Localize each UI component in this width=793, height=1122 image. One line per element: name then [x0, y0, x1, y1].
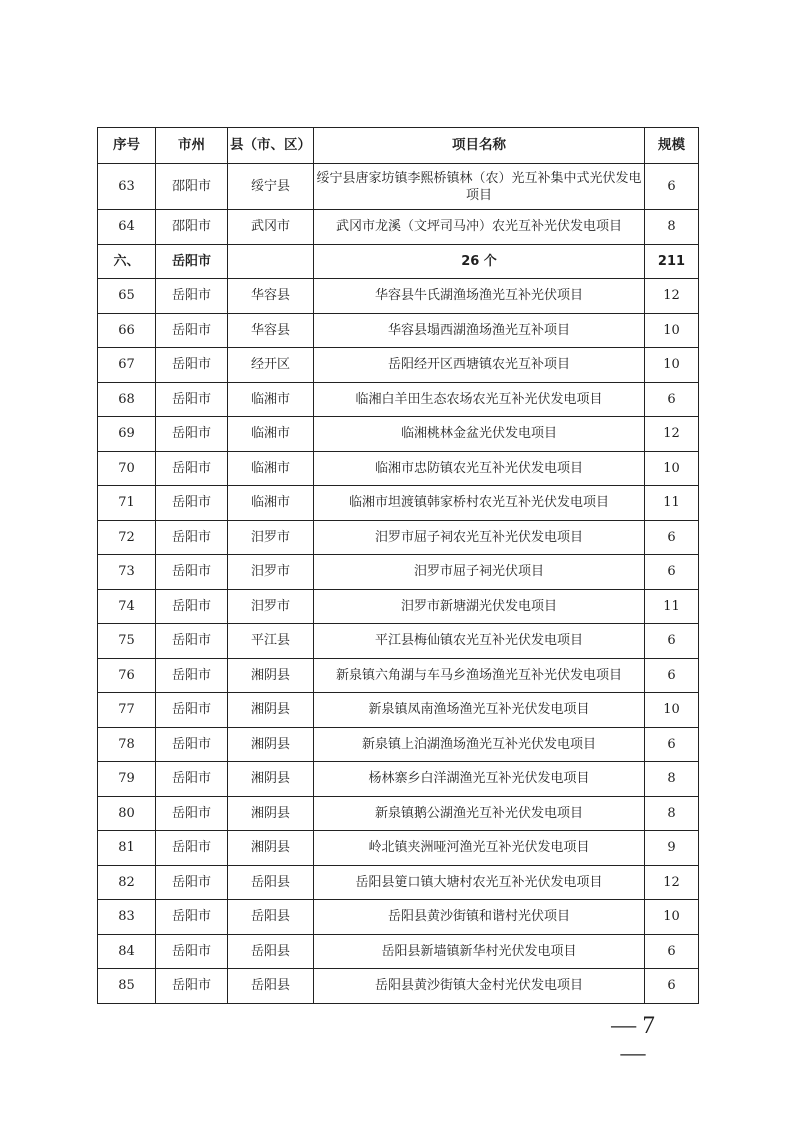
- row-no: 六、: [98, 244, 156, 279]
- row-scale: 12: [645, 279, 699, 314]
- row-scale: 6: [645, 624, 699, 659]
- row-scale: 211: [645, 244, 699, 279]
- row-no: 80: [98, 796, 156, 831]
- row-county: 湘阴县: [228, 796, 314, 831]
- row-city: 邵阳市: [156, 164, 228, 210]
- row-project-name: 岭北镇夹洲哑河渔光互补光伏发电项目: [314, 831, 645, 866]
- row-project-name: 临湘市忠防镇农光互补光伏发电项目: [314, 451, 645, 486]
- row-project-name: 临湘白羊田生态农场农光互补光伏发电项目: [314, 382, 645, 417]
- row-scale: 10: [645, 313, 699, 348]
- row-city: 岳阳市: [156, 934, 228, 969]
- row-no: 77: [98, 693, 156, 728]
- row-scale: 8: [645, 796, 699, 831]
- row-project-name: 新泉镇凤南渔场渔光互补光伏发电项目: [314, 693, 645, 728]
- row-scale: 12: [645, 865, 699, 900]
- row-county: 汨罗市: [228, 555, 314, 590]
- row-no: 73: [98, 555, 156, 590]
- page-number: — 7 —: [611, 1012, 655, 1067]
- table-row: [98, 658, 699, 693]
- row-scale: 6: [645, 555, 699, 590]
- row-project-name: 新泉镇鹅公湖渔光互补光伏发电项目: [314, 796, 645, 831]
- row-county: 武冈市: [228, 210, 314, 245]
- row-no: 65: [98, 279, 156, 314]
- row-county: 绥宁县: [228, 164, 314, 210]
- table-row: [98, 279, 699, 314]
- row-project-name: 岳阳县黄沙街镇和谐村光伏项目: [314, 900, 645, 935]
- table-row: [98, 210, 699, 245]
- row-project-name: 新泉镇上泊湖渔场渔光互补光伏发电项目: [314, 727, 645, 762]
- row-project-name: 杨林寨乡白洋湖渔光互补光伏发电项目: [314, 762, 645, 797]
- table-row: [98, 900, 699, 935]
- row-scale: 10: [645, 451, 699, 486]
- row-no: 69: [98, 417, 156, 452]
- row-no: 64: [98, 210, 156, 245]
- table-row: [98, 969, 699, 1004]
- row-city: 岳阳市: [156, 451, 228, 486]
- row-scale: 10: [645, 348, 699, 383]
- row-project-name: 26 个: [314, 244, 645, 279]
- row-scale: 11: [645, 486, 699, 521]
- table-row: [98, 486, 699, 521]
- table-row: [98, 589, 699, 624]
- row-project-name: 临湘市坦渡镇韩家桥村农光互补光伏发电项目: [314, 486, 645, 521]
- row-project-name: 汨罗市屈子祠光伏项目: [314, 555, 645, 590]
- header-no: 序号: [98, 128, 156, 164]
- row-city: 岳阳市: [156, 244, 228, 279]
- subtotal-row: [98, 244, 699, 279]
- row-no: 74: [98, 589, 156, 624]
- table-row: [98, 164, 699, 210]
- row-city: 岳阳市: [156, 279, 228, 314]
- table-row: [98, 727, 699, 762]
- row-county: 岳阳县: [228, 865, 314, 900]
- row-city: 邵阳市: [156, 210, 228, 245]
- row-city: 岳阳市: [156, 417, 228, 452]
- row-city: 岳阳市: [156, 382, 228, 417]
- row-county: 临湘市: [228, 417, 314, 452]
- row-project-name: 华容县塌西湖渔场渔光互补项目: [314, 313, 645, 348]
- project-table: [97, 127, 699, 1004]
- row-county: 湘阴县: [228, 831, 314, 866]
- table-row: [98, 865, 699, 900]
- row-city: 岳阳市: [156, 348, 228, 383]
- table-header-row: [98, 128, 699, 164]
- row-city: 岳阳市: [156, 624, 228, 659]
- row-city: 岳阳市: [156, 969, 228, 1004]
- row-project-name: 绥宁县唐家坊镇李熙桥镇林（农）光互补集中式光伏发电项目: [314, 164, 645, 210]
- row-county: 临湘市: [228, 486, 314, 521]
- row-city: 岳阳市: [156, 589, 228, 624]
- row-scale: 6: [645, 520, 699, 555]
- table-row: [98, 382, 699, 417]
- row-scale: 8: [645, 210, 699, 245]
- row-city: 岳阳市: [156, 865, 228, 900]
- row-project-name: 平江县梅仙镇农光互补光伏发电项目: [314, 624, 645, 659]
- row-county: 湘阴县: [228, 693, 314, 728]
- row-county: 岳阳县: [228, 900, 314, 935]
- row-city: 岳阳市: [156, 796, 228, 831]
- row-project-name: 岳阳县黄沙街镇大金村光伏发电项目: [314, 969, 645, 1004]
- row-county: 临湘市: [228, 451, 314, 486]
- table-row: [98, 313, 699, 348]
- row-project-name: 临湘桃林金盆光伏发电项目: [314, 417, 645, 452]
- row-project-name: 华容县牛氏湖渔场渔光互补光伏项目: [314, 279, 645, 314]
- row-city: 岳阳市: [156, 313, 228, 348]
- row-county: 汨罗市: [228, 520, 314, 555]
- header-county: 县（市、区）: [228, 128, 314, 164]
- row-county: 湘阴县: [228, 762, 314, 797]
- row-city: 岳阳市: [156, 900, 228, 935]
- row-city: 岳阳市: [156, 693, 228, 728]
- table-row: [98, 831, 699, 866]
- row-project-name: 岳阳县筻口镇大塘村农光互补光伏发电项目: [314, 865, 645, 900]
- row-scale: 10: [645, 693, 699, 728]
- row-project-name: 武冈市龙溪（文坪司马冲）农光互补光伏发电项目: [314, 210, 645, 245]
- table-row: [98, 451, 699, 486]
- table-row: [98, 624, 699, 659]
- row-no: 67: [98, 348, 156, 383]
- row-no: 72: [98, 520, 156, 555]
- row-county: 湘阴县: [228, 658, 314, 693]
- row-scale: 6: [645, 934, 699, 969]
- row-scale: 11: [645, 589, 699, 624]
- row-county: 经开区: [228, 348, 314, 383]
- row-scale: 6: [645, 164, 699, 210]
- row-no: 75: [98, 624, 156, 659]
- row-city: 岳阳市: [156, 762, 228, 797]
- table-row: [98, 348, 699, 383]
- row-county: 华容县: [228, 279, 314, 314]
- row-city: 岳阳市: [156, 727, 228, 762]
- row-no: 68: [98, 382, 156, 417]
- row-scale: 10: [645, 900, 699, 935]
- row-no: 78: [98, 727, 156, 762]
- row-project-name: 汨罗市屈子祠农光互补光伏发电项目: [314, 520, 645, 555]
- row-city: 岳阳市: [156, 831, 228, 866]
- table-row: [98, 762, 699, 797]
- row-county: 汨罗市: [228, 589, 314, 624]
- row-project-name: 新泉镇六角湖与车马乡渔场渔光互补光伏发电项目: [314, 658, 645, 693]
- row-no: 66: [98, 313, 156, 348]
- row-project-name: 岳阳经开区西塘镇农光互补项目: [314, 348, 645, 383]
- row-county: 岳阳县: [228, 934, 314, 969]
- table-row: [98, 417, 699, 452]
- row-county: 湘阴县: [228, 727, 314, 762]
- row-no: 85: [98, 969, 156, 1004]
- row-county: 临湘市: [228, 382, 314, 417]
- row-scale: 8: [645, 762, 699, 797]
- row-project-name: 汨罗市新塘湖光伏发电项目: [314, 589, 645, 624]
- row-no: 81: [98, 831, 156, 866]
- table-row: [98, 555, 699, 590]
- row-scale: 9: [645, 831, 699, 866]
- row-city: 岳阳市: [156, 520, 228, 555]
- table-row: [98, 934, 699, 969]
- row-no: 70: [98, 451, 156, 486]
- table-row: [98, 693, 699, 728]
- header-scale: 规模: [645, 128, 699, 164]
- row-no: 71: [98, 486, 156, 521]
- header-project-name: 项目名称: [314, 128, 645, 164]
- row-county: [228, 244, 314, 279]
- row-scale: 12: [645, 417, 699, 452]
- row-no: 84: [98, 934, 156, 969]
- row-county: 平江县: [228, 624, 314, 659]
- row-county: 华容县: [228, 313, 314, 348]
- row-project-name: 岳阳县新墙镇新华村光伏发电项目: [314, 934, 645, 969]
- header-city: 市州: [156, 128, 228, 164]
- row-city: 岳阳市: [156, 486, 228, 521]
- row-scale: 6: [645, 969, 699, 1004]
- table-row: [98, 796, 699, 831]
- table-row: [98, 520, 699, 555]
- row-no: 82: [98, 865, 156, 900]
- row-no: 83: [98, 900, 156, 935]
- row-scale: 6: [645, 382, 699, 417]
- row-city: 岳阳市: [156, 555, 228, 590]
- row-no: 63: [98, 164, 156, 210]
- row-no: 79: [98, 762, 156, 797]
- row-no: 76: [98, 658, 156, 693]
- row-scale: 6: [645, 658, 699, 693]
- row-scale: 6: [645, 727, 699, 762]
- row-city: 岳阳市: [156, 658, 228, 693]
- row-county: 岳阳县: [228, 969, 314, 1004]
- table-body: [98, 164, 699, 1004]
